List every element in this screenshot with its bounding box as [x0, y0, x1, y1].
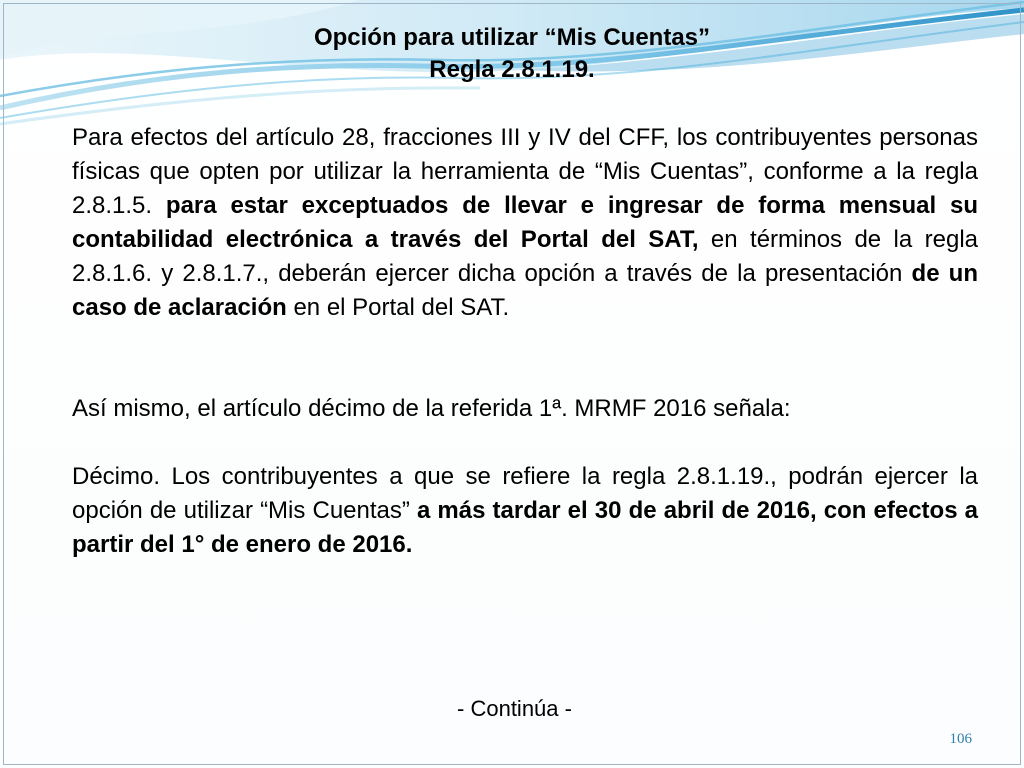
paragraph-1-text-a: Para efectos del artículo 28, fracciones III y IV del CFF, los contribuyentes personas físicas que opten por utilizar la herramienta de “Mis Cuentas”, conforme a la regla 2.8.1.5. [72, 124, 978, 219]
slide-title [0, 22, 1024, 86]
title-line-1: Opción para utilizar “Mis Cuentas” [313, 24, 711, 51]
continues-label [0, 695, 1024, 723]
paragraph-1 [72, 121, 978, 325]
paragraph-2-text: Así mismo, el artículo décimo de la referida 1ª. MRMF 2016 señala: [72, 395, 791, 422]
paragraph-1-bold-a: para estar exceptuados de llevar e ingresar de forma mensual su contabilidad electrónica a través del Portal del SAT, [72, 192, 979, 253]
paragraph-1-text-c: en el Portal del SAT. [286, 294, 510, 321]
title-line-2: Regla 2.8.1.19. [429, 56, 595, 83]
page-number: 106 [949, 731, 972, 747]
paragraph-1-text-b: en términos de la regla 2.8.1.6. y 2.8.1.7., deberán ejercer dicha opción a través de la presentación [72, 226, 978, 287]
paragraph-3 [72, 460, 978, 562]
paragraph-2 [72, 392, 978, 426]
paragraph-1-bold-b: de un caso de aclaración [72, 260, 978, 321]
paragraph-3-bold: a más tardar el 30 de abril de 2016, con efectos a partir del 1° de enero de 2016. [72, 497, 978, 558]
continues-text: - Continúa - [457, 696, 572, 721]
paragraph-3-text: Décimo. Los contribuyentes a que se refiere la regla 2.8.1.19., podrán ejercer la opción de utilizar “Mis Cuentas” [72, 463, 978, 524]
